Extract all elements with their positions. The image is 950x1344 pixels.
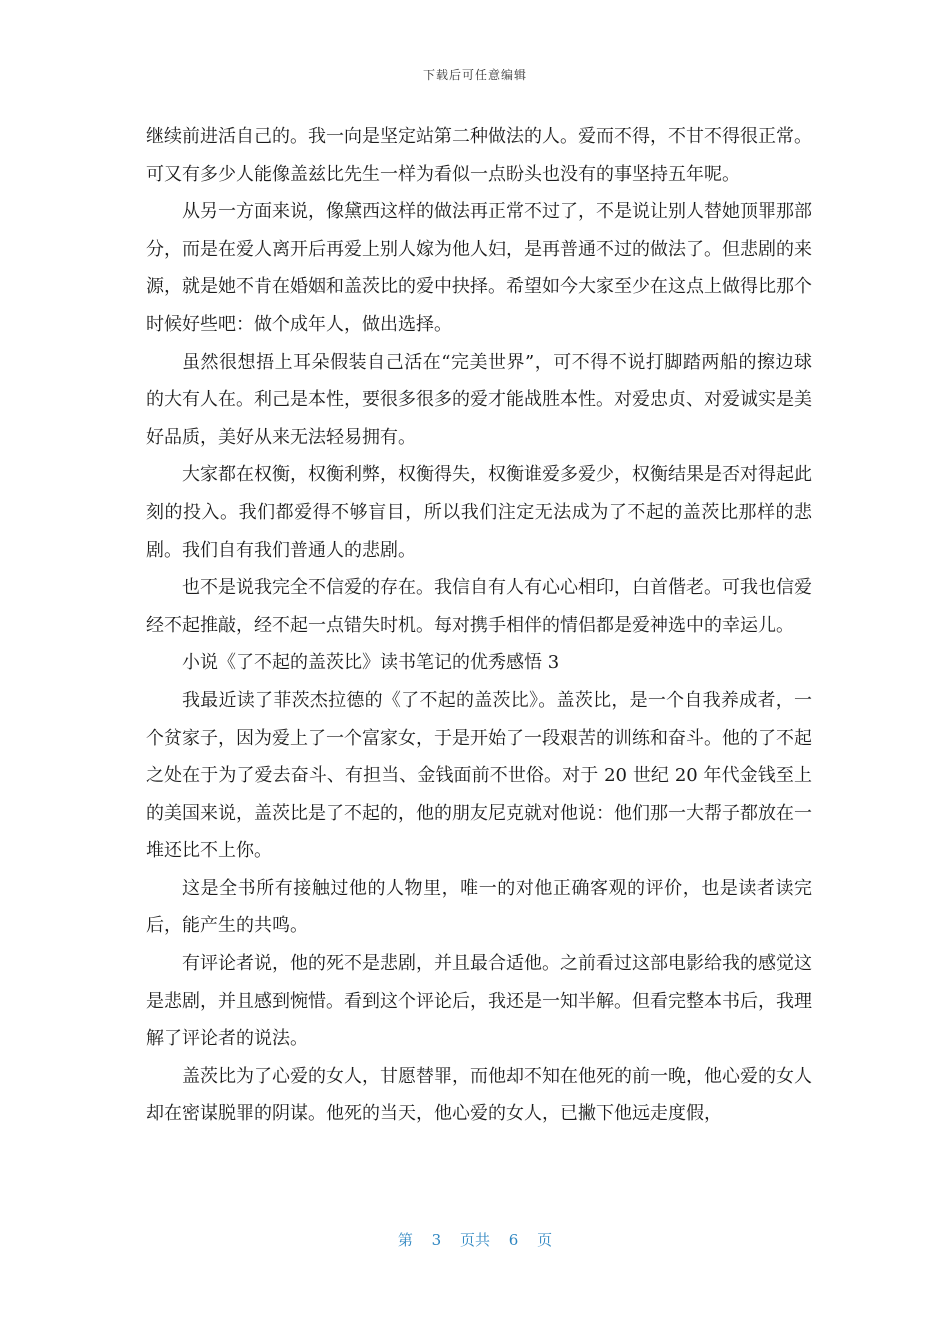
footer-middle: 页共 — [459, 1231, 490, 1249]
paragraph: 从另一方面来说，像黛西这样的做法再正常不过了，不是说让别人替她顶罪那部分，而是在爱人离开后再爱上别人嫁为他人妇，是再普通不过的做法了。但悲剧的来源，就是她不肯在婚姻和盖茨比的爱中抉择。希望如今大家至少在这点上做得比那个时候好些吧：做个成年人，做出选择。 — [146, 201, 812, 335]
footer-total-pages: 6 — [508, 1231, 519, 1249]
page-footer — [0, 1229, 950, 1250]
footer-suffix: 页 — [537, 1231, 553, 1249]
paragraph: 我最近读了菲茨杰拉德的《了不起的盖茨比》。盖茨比，是一个自我养成者，一个贫家子，因为爱上了一个富家女，于是开始了一段艰苦的训练和奋斗。他的了不起之处在于为了爱去奋斗、有担当、金钱面前不世俗。对于 20 世纪 20 年代金钱至上的美国来说，盖茨比是了不起的，他的朋友尼克就对他说：他们那一大帮子都放在一堆还比不上你。 — [146, 689, 812, 862]
document-body — [146, 118, 812, 1133]
paragraph: 这是全书所有接触过他的人物里，唯一的对他正确客观的评价，也是读者读完后，能产生的共鸣。 — [146, 877, 812, 937]
paragraph: 虽然很想捂上耳朵假装自己活在“完美世界”，可不得不说打脚踏两船的擦边球的大有人在。利己是本性，要很多很多的爱才能战胜本性。对爱忠贞、对爱诚实是美好品质，美好从来无法轻易拥有。 — [146, 351, 812, 448]
paragraph: 盖茨比为了心爱的女人，甘愿替罪，而他却不知在他死的前一晚，他心爱的女人却在密谋脱罪的阴谋。他死的当天，他心爱的女人，已撇下他远走度假， — [146, 1065, 812, 1125]
footer-page-number: 3 — [431, 1231, 442, 1249]
paragraph: 有评论者说，他的死不是悲剧，并且最合适他。之前看过这部电影给我的感觉这是悲剧，并且感到惋惜。看到这个评论后，我还是一知半解。但看完整本书后，我理解了评论者的说法。 — [146, 953, 812, 1050]
paragraph: 大家都在权衡，权衡利弊，权衡得失，权衡谁爱多爱少，权衡结果是否对得起此刻的投入。我们都爱得不够盲目，所以我们注定无法成为了不起的盖茨比那样的悲剧。我们自有我们普通人的悲剧。 — [146, 464, 812, 561]
paragraph: 继续前进活自己的。我一向是坚定站第二种做法的人。爱而不得，不甘不得很正常。可又有多少人能像盖兹比先生一样为看似一点盼头也没有的事坚持五年呢。 — [146, 126, 812, 185]
paragraph: 也不是说我完全不信爱的存在。我信自有人有心心相印，白首偕老。可我也信爱经不起推敲，经不起一点错失时机。每对携手相伴的情侣都是爱神选中的幸运儿。 — [146, 577, 812, 636]
section-heading: 小说《了不起的盖茨比》读书笔记的优秀感悟 3 — [182, 652, 560, 674]
header-note: 下载后可任意编辑 — [422, 68, 527, 82]
footer-prefix: 第 — [397, 1231, 413, 1249]
